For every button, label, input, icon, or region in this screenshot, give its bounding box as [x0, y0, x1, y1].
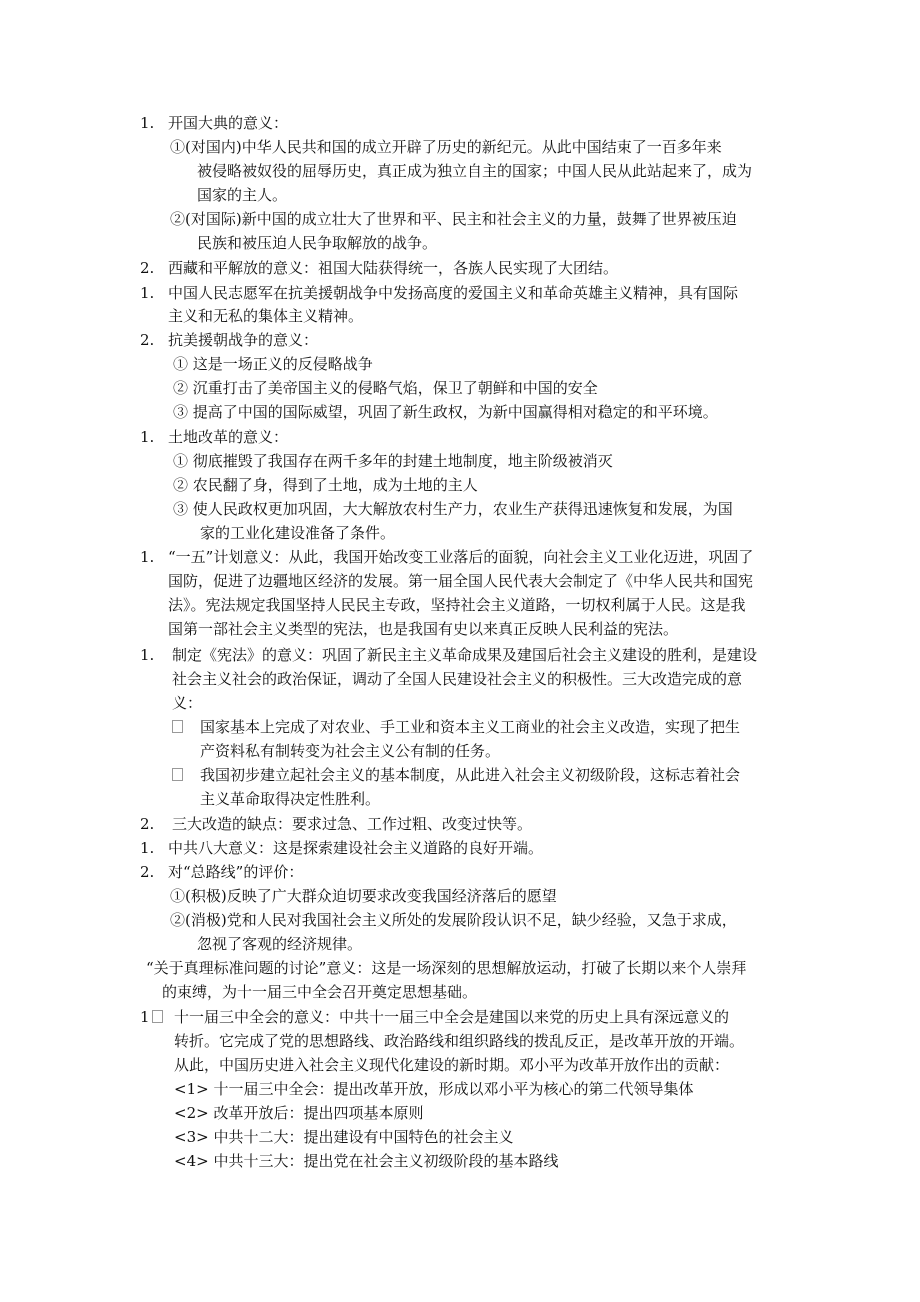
list-item: <2> 改革开放后：提出四项基本原则 [174, 1104, 424, 1122]
list-item: <4> 中共十三大：提出党在社会主义初级阶段的基本路线 [174, 1152, 559, 1170]
list-item: ①(对国内)中华人民共和国的成立开辟了历史的新纪元。从此中国结束了一百多年来 [170, 138, 722, 156]
paragraph-continued: 义： [172, 694, 203, 712]
paragraph: 三大改造的缺点：要求过急、工作过粗、改变过快等。 [172, 815, 533, 833]
section-heading: 开国大典的意义： [168, 114, 289, 132]
list-item-continued: 民族和被压迫人民争取解放的战争。 [197, 234, 438, 252]
item-number: 1. [140, 428, 155, 446]
item-number: 1. [140, 548, 155, 566]
paragraph: 西藏和平解放的意义：祖国大陆获得统一，各族人民实现了大团结。 [168, 259, 619, 277]
list-item: ① 彻底摧毁了我国存在两千多年的封建土地制度，地主阶级被消灭 [173, 452, 613, 470]
paragraph-continued: 主义和无私的集体主义精神。 [168, 307, 364, 325]
list-item: ②(对国际)新中国的成立壮大了世界和平、民主和社会主义的力量，鼓舞了世界被压迫 [170, 210, 737, 228]
item-number: 2. [140, 331, 155, 349]
section-heading: 对“总路线”的评价： [168, 863, 304, 881]
item-number: 2. [140, 815, 155, 833]
list-item: ② 农民翻了身，得到了土地，成为土地的主人 [173, 476, 478, 494]
list-item: ③ 提高了中国的国际威望，巩固了新生政权，为新中国赢得相对稳定的和平环境。 [173, 403, 718, 421]
paragraph: 中国人民志愿军在抗美援朝战争中发扬高度的爱国主义和革命英雄主义精神，具有国际 [168, 284, 739, 302]
list-item: <1> 十一届三中全会：提出改革开放，形成以邓小平为核心的第二代领导集体 [174, 1080, 694, 1098]
paragraph: 中共八大意义：这是探索建设社会主义道路的良好开端。 [168, 839, 544, 857]
list-item: ③ 使人民政权更加巩固，大大解放农村生产力，农业生产获得迅速恢复和发展，为国 [173, 500, 733, 518]
list-item-continued: 国家的主人。 [197, 186, 288, 204]
paragraph-continued: 法》。宪法规定我国坚持人民民主专政，坚持社会主义道路，一切权利属于人民。这是我 [168, 596, 746, 614]
item-number: 1 [140, 1006, 163, 1028]
list-item: ②(消极)党和人民对我国社会主义所处的发展阶段认识不足，缺少经验，又急于求成， [170, 911, 737, 929]
paragraph: 制定《宪法》的意义：巩固了新民主主义革命成果及建国后社会主义建设的胜利，是建设 [172, 646, 758, 664]
paragraph-continued: 的束缚，为十一届三中全会召开奠定思想基础。 [162, 983, 478, 1001]
paragraph-continued: 国第一部社会主义类型的宪法，也是我国有史以来真正反映人民利益的宪法。 [168, 620, 679, 638]
list-item: ①(积极)反映了广大群众迫切要求改变我国经济落后的愿望 [170, 887, 557, 905]
list-item-continued: 忽视了客观的经济规律。 [197, 935, 363, 953]
paragraph: 十一届三中全会的意义：中共十一届三中全会是建国以来党的历史上具有深远意义的 [174, 1008, 730, 1026]
paragraph-continued: 社会主义社会的政治保证，调动了全国人民建设社会主义的积极性。三大改造完成的意 [172, 670, 743, 688]
checkbox-bullet-icon [172, 764, 183, 786]
section-heading: 抗美援朝战争的意义： [168, 331, 319, 349]
item-number: 1. [140, 284, 155, 302]
list-item-continued: 被侵略被奴役的屈辱历史，真正成为独立自主的国家；中国人民从此站起来了，成为 [197, 162, 753, 180]
item-number: 2. [140, 863, 155, 881]
item-number: 2. [140, 259, 155, 277]
item-number: 1. [140, 114, 155, 132]
paragraph-continued: 转折。它完成了党的思想路线、政治路线和组织路线的拨乱反正，是改革开放的开端。 [174, 1032, 745, 1050]
item-number: 1. [140, 646, 155, 664]
list-item: ② 沉重打击了美帝国主义的侵略气焰，保卫了朝鲜和中国的安全 [173, 379, 598, 397]
item-number: 1. [140, 839, 155, 857]
checkbox-bullet-icon [172, 716, 183, 738]
list-item: 我国初步建立起社会主义的基本制度，从此进入社会主义初级阶段，这标志着社会 [200, 766, 741, 784]
list-item-continued: 产资料私有制转变为社会主义公有制的任务。 [200, 742, 501, 760]
section-heading: 土地改革的意义： [168, 428, 289, 446]
paragraph: “关于真理标准问题的讨论”意义：这是一场深刻的思想解放运动，打破了长期以来个人崇拜 [146, 959, 747, 977]
paragraph: “一五”计划意义：从此，我国开始改变工业落后的面貌，向社会主义工业化迈进，巩固了 [168, 548, 754, 566]
list-item-continued: 家的工业化建设准备了条件。 [200, 524, 396, 542]
list-item: 国家基本上完成了对农业、手工业和资本主义工商业的社会主义改造，实现了把生 [200, 718, 741, 736]
paragraph-continued: 从此，中国历史进入社会主义现代化建设的新时期。邓小平为改革开放作出的贡献： [174, 1056, 730, 1074]
list-item: ① 这是一场正义的反侵略战争 [173, 355, 373, 373]
list-item-continued: 主义革命取得决定性胜利。 [200, 790, 381, 808]
list-item: <3> 中共十二大：提出建设有中国特色的社会主义 [174, 1128, 514, 1146]
paragraph-continued: 国防，促进了边疆地区经济的发展。第一届全国人民代表大会制定了《中华人民共和国宪 [168, 572, 754, 590]
